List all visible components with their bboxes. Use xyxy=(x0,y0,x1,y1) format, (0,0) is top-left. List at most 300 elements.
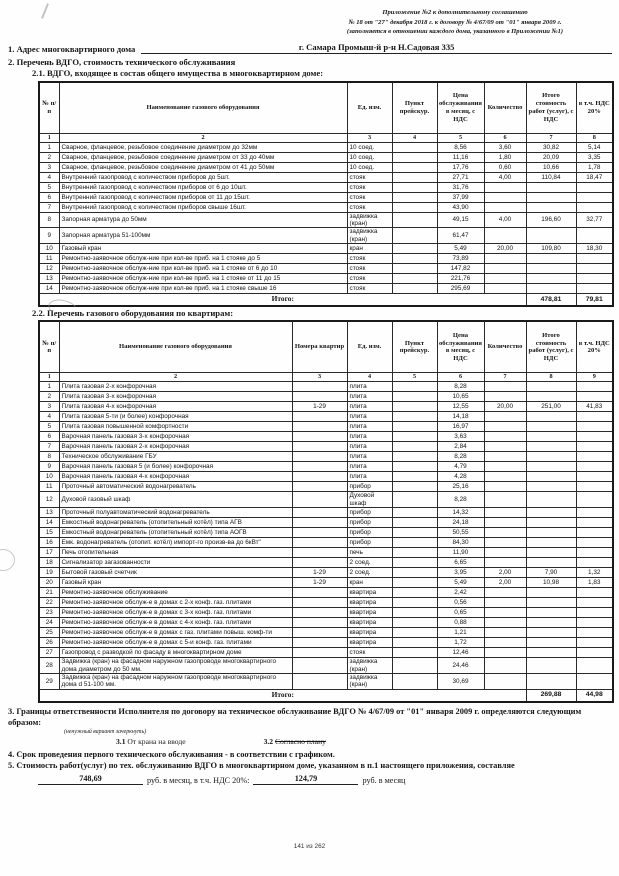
table-row xyxy=(39,452,613,462)
table-row xyxy=(39,402,613,412)
table-row xyxy=(39,618,613,628)
cell-total xyxy=(526,492,576,508)
section3-note: (ненужный вариант зачеркнуть) xyxy=(64,729,147,736)
cell-name: Емкостный водонагреватель (отопительный котёл) типа АОГВ xyxy=(59,528,292,538)
handwritten-circle-mark xyxy=(0,549,15,571)
cell-qty: 3,60 xyxy=(484,142,526,152)
table1-col-qty: Количество xyxy=(484,82,526,134)
cell-qty xyxy=(484,598,526,608)
cell-unit: плита xyxy=(347,452,392,462)
cell-num: 12 xyxy=(39,264,59,274)
cell-pricelist xyxy=(392,472,437,482)
cell-name: Плита газовая 4-х конфорочная xyxy=(59,402,292,412)
cell-total xyxy=(526,608,576,618)
table-row xyxy=(39,432,613,442)
table2-col-vat: в т.ч. НДС 20% xyxy=(576,321,613,373)
cell-total xyxy=(526,558,576,568)
option-3-2-number: 3.2 xyxy=(263,737,274,747)
colnum: 2 xyxy=(59,133,347,142)
cell-unit: прибор xyxy=(347,482,392,492)
cell-name: Ремонтно-заявочное обслуж-ние при кол-ве приб. на 1 стояке свыше 16 xyxy=(59,284,347,294)
appendix-header-line1: Приложение №2 к дополнительному соглашению xyxy=(382,9,528,16)
cell-num: 14 xyxy=(39,518,59,528)
cell-total xyxy=(526,432,576,442)
cell-apartments xyxy=(292,608,347,618)
cell-price: 14,18 xyxy=(437,412,484,422)
cell-vat xyxy=(576,528,613,538)
table-row xyxy=(39,254,613,264)
cell-apartments xyxy=(292,482,347,492)
cell-name: Внутренний газопровод с количеством приборов до 5шт. xyxy=(59,172,347,182)
table-row xyxy=(39,142,613,152)
cell-name: Газовый кран xyxy=(59,244,347,254)
cell-vat xyxy=(576,422,613,432)
cell-price: 37,99 xyxy=(437,192,484,202)
table-row xyxy=(39,508,613,518)
table2-col-num: № п/п xyxy=(39,321,59,373)
table-row xyxy=(39,658,613,674)
table-row xyxy=(39,412,613,422)
cell-name: Ремонтно-заявочное обслуж-ние при кол-ве приб. на 1 стояке от 11 до 15 xyxy=(59,274,347,284)
cell-unit: плита xyxy=(347,392,392,402)
cell-name: Емкостный водонагреватель (отопительный котёл) типа АГВ xyxy=(59,518,292,528)
cell-qty xyxy=(484,538,526,548)
monthly-cost-value: 748,69 xyxy=(38,774,143,785)
cell-pricelist xyxy=(392,648,437,658)
cell-vat xyxy=(576,628,613,638)
cell-name: Ремонтно-заявочное обслуж-е в домах с газ. плитами повыш. комф-ти xyxy=(59,628,292,638)
cell-qty: 0,60 xyxy=(484,162,526,172)
table-row xyxy=(39,538,613,548)
cell-total xyxy=(526,392,576,402)
cell-num: 3 xyxy=(39,402,59,412)
colnum: 7 xyxy=(484,373,526,382)
cell-pricelist xyxy=(392,442,437,452)
table-row xyxy=(39,638,613,648)
table2-col-name: Наименование газового оборудования xyxy=(59,321,292,373)
cell-num: 5 xyxy=(39,422,59,432)
cell-unit: задвижка (кран) xyxy=(347,658,392,674)
cell-vat: 3,35 xyxy=(576,152,613,162)
table-row xyxy=(39,518,613,528)
cell-vat xyxy=(576,518,613,528)
cell-unit: плита xyxy=(347,442,392,452)
cell-price: 27,71 xyxy=(437,172,484,182)
cell-pricelist xyxy=(392,452,437,462)
cell-price: 43,90 xyxy=(437,202,484,212)
cell-num: 11 xyxy=(39,254,59,264)
table2-col-total: Итого стоимость работ (услуг), с НДС xyxy=(526,321,576,373)
cell-pricelist xyxy=(392,598,437,608)
cell-unit: стояк xyxy=(347,648,392,658)
cell-qty xyxy=(484,274,526,284)
colnum: 4 xyxy=(392,133,437,142)
cell-num: 4 xyxy=(39,412,59,422)
cell-price: 4,28 xyxy=(437,472,484,482)
table-row xyxy=(39,284,613,294)
table-row xyxy=(39,482,613,492)
cell-vat: 32,77 xyxy=(576,212,613,228)
cell-price: 16,97 xyxy=(437,422,484,432)
cell-price: 4,79 xyxy=(437,462,484,472)
cell-total: 7,90 xyxy=(526,568,576,578)
cell-num: 24 xyxy=(39,618,59,628)
cell-unit: плита xyxy=(347,422,392,432)
cell-name: Сигнализатор загазованности xyxy=(59,558,292,568)
table-row xyxy=(39,492,613,508)
cell-total: 110,84 xyxy=(526,172,576,182)
cell-pricelist xyxy=(392,412,437,422)
cell-pricelist xyxy=(392,548,437,558)
cell-name: Задвижка (кран) на фасадном наружном газопроводе многоквартирного дома диаметром до 50 мм. xyxy=(59,658,292,674)
cell-qty: 2,00 xyxy=(484,568,526,578)
cell-num: 29 xyxy=(39,673,59,689)
cell-vat xyxy=(576,638,613,648)
cell-unit: задвижка (кран) xyxy=(347,212,392,228)
cell-qty xyxy=(484,228,526,244)
cell-total xyxy=(526,588,576,598)
monthly-vat-value: 124,79 xyxy=(253,774,358,785)
cell-price: 12,46 xyxy=(437,648,484,658)
table-row xyxy=(39,382,613,392)
cell-unit: кран xyxy=(347,244,392,254)
cell-name: Газовый кран xyxy=(59,578,292,588)
cell-pricelist xyxy=(392,264,437,274)
cell-total: 196,60 xyxy=(526,212,576,228)
cell-qty: 4,00 xyxy=(484,172,526,182)
cell-total xyxy=(526,452,576,462)
cell-price: 8,28 xyxy=(437,492,484,508)
cell-apartments xyxy=(292,558,347,568)
table-row xyxy=(39,228,613,244)
cell-name: Емк. водонагреватель (отопит. котёл) импорт-го произв-ва до 6кВт" xyxy=(59,538,292,548)
cell-vat: 1,83 xyxy=(576,578,613,588)
cell-unit: плита xyxy=(347,402,392,412)
cost-mid-text: руб. в месяц, в т.ч. НДС 20%: xyxy=(147,776,250,786)
cell-vat xyxy=(576,382,613,392)
section5-title: 5. Стоимость работ(услуг) по тех. обслуживанию ВДГО в многоквартирном доме, указанном в п.1 настоящего приложения, составляе xyxy=(8,761,515,771)
cell-unit: стояк xyxy=(347,182,392,192)
table-row xyxy=(39,182,613,192)
table1-col-pricelist: Пункт прейскур. xyxy=(392,82,437,134)
table-row xyxy=(39,608,613,618)
cell-total: 20,09 xyxy=(526,152,576,162)
cell-num: 10 xyxy=(39,244,59,254)
cell-price: 2,84 xyxy=(437,442,484,452)
cell-apartments xyxy=(292,598,347,608)
cell-pricelist xyxy=(392,588,437,598)
cell-num: 19 xyxy=(39,568,59,578)
cell-price: 6,65 xyxy=(437,558,484,568)
cell-price: 25,16 xyxy=(437,482,484,492)
cell-pricelist xyxy=(392,673,437,689)
cell-price: 1,72 xyxy=(437,638,484,648)
table-row xyxy=(39,472,613,482)
cell-qty xyxy=(484,648,526,658)
cell-num: 26 xyxy=(39,638,59,648)
cell-num: 22 xyxy=(39,598,59,608)
table-row xyxy=(39,568,613,578)
cell-num: 13 xyxy=(39,508,59,518)
table-row xyxy=(39,588,613,598)
cell-pricelist xyxy=(392,462,437,472)
cell-vat xyxy=(576,538,613,548)
cell-unit: квартира xyxy=(347,608,392,618)
total-label: Итого: xyxy=(39,689,526,702)
cell-num: 17 xyxy=(39,548,59,558)
table-row xyxy=(39,244,613,254)
cell-name: Печь отопительная xyxy=(59,548,292,558)
cell-total xyxy=(526,508,576,518)
cell-pricelist xyxy=(392,528,437,538)
table2-header xyxy=(39,321,613,382)
cell-apartments xyxy=(292,538,347,548)
cell-name: Задвижка (кран) на фасадном наружном газопроводе многоквартирного дома d 51-100 мм. xyxy=(59,673,292,689)
cell-pricelist xyxy=(392,382,437,392)
cell-apartments xyxy=(292,628,347,638)
cell-qty xyxy=(484,492,526,508)
cell-total xyxy=(526,264,576,274)
cell-vat xyxy=(576,274,613,284)
cell-pricelist xyxy=(392,142,437,152)
cell-name: Внутренний газопровод с количеством приборов свыше 16шт. xyxy=(59,202,347,212)
cell-name: Ремонтно-заявочное обслуживание xyxy=(59,588,292,598)
cell-num: 6 xyxy=(39,432,59,442)
table2-body xyxy=(39,382,613,689)
cell-vat xyxy=(576,508,613,518)
table-row xyxy=(39,202,613,212)
cell-qty xyxy=(484,528,526,538)
colnum: 3 xyxy=(347,133,392,142)
cell-vat xyxy=(576,462,613,472)
cell-vat xyxy=(576,412,613,422)
colnum: 1 xyxy=(39,133,59,142)
cell-qty xyxy=(484,518,526,528)
address-label: 1. Адрес многоквартирного дома xyxy=(8,43,136,54)
cell-apartments: 1-29 xyxy=(292,578,347,588)
cell-unit: плита xyxy=(347,412,392,422)
option-3-2 xyxy=(264,737,326,746)
cell-qty xyxy=(484,392,526,402)
cell-name: Ремонтно-заявочное обслуж-е в домах с 2-х конф. газ. плитами xyxy=(59,598,292,608)
cell-total: 251,00 xyxy=(526,402,576,412)
cell-price: 8,56 xyxy=(437,142,484,152)
cell-vat xyxy=(576,598,613,608)
cell-apartments xyxy=(292,673,347,689)
cell-pricelist xyxy=(392,192,437,202)
cell-apartments: 1-29 xyxy=(292,402,347,412)
cell-vat xyxy=(576,482,613,492)
cell-price: 5,49 xyxy=(437,244,484,254)
cell-pricelist xyxy=(392,244,437,254)
table-row xyxy=(39,528,613,538)
table2-col-apartments: Номера квартир xyxy=(292,321,347,373)
colnum: 8 xyxy=(526,373,576,382)
cell-unit: 10 соед. xyxy=(347,162,392,172)
cell-price: 24,18 xyxy=(437,518,484,528)
option-3-2-label-strikethrough: Согласно плану xyxy=(274,737,326,747)
cell-num: 10 xyxy=(39,472,59,482)
cell-price: 73,89 xyxy=(437,254,484,264)
cost-amount-row xyxy=(38,774,612,785)
cell-num: 25 xyxy=(39,628,59,638)
cell-total xyxy=(526,618,576,628)
table-row xyxy=(39,462,613,472)
cell-name: Ремонтно-заявочное обслуж-е в домах с 3-х конф. газ. плитами xyxy=(59,608,292,618)
cell-qty xyxy=(484,192,526,202)
cell-pricelist xyxy=(392,618,437,628)
cell-total xyxy=(526,548,576,558)
cell-unit: прибор xyxy=(347,518,392,528)
cell-unit: стояк xyxy=(347,254,392,264)
cell-vat xyxy=(576,264,613,274)
cell-qty xyxy=(484,548,526,558)
cell-qty: 2,00 xyxy=(484,578,526,588)
cell-vat xyxy=(576,452,613,462)
table-row xyxy=(39,422,613,432)
cell-apartments xyxy=(292,648,347,658)
cell-unit: 10 соед. xyxy=(347,142,392,152)
cell-total xyxy=(526,284,576,294)
table-row xyxy=(39,558,613,568)
vdgo-common-property-table xyxy=(38,81,614,307)
cell-num: 6 xyxy=(39,192,59,202)
cell-qty xyxy=(484,442,526,452)
cell-total xyxy=(526,482,576,492)
cell-pricelist xyxy=(392,172,437,182)
cell-unit: стояк xyxy=(347,192,392,202)
colnum: 2 xyxy=(59,373,292,382)
cell-num: 2 xyxy=(39,152,59,162)
cell-pricelist xyxy=(392,538,437,548)
cell-name: Ремонтно-заявочное обслуж-ние при кол-ве приб. на 1 стояке от 6 до 10 xyxy=(59,264,347,274)
cell-num: 16 xyxy=(39,538,59,548)
cell-qty xyxy=(484,202,526,212)
cell-price: 24,46 xyxy=(437,658,484,674)
cell-price: 3,95 xyxy=(437,568,484,578)
section4-title: 4. Срок проведения первого технического обслуживания - в соответствии с графиком. xyxy=(8,750,335,760)
cell-name: Варочная панель газовая 5 (и более) конфорочная xyxy=(59,462,292,472)
cell-unit: стояк xyxy=(347,274,392,284)
cell-pricelist xyxy=(392,284,437,294)
cell-qty xyxy=(484,422,526,432)
table-row xyxy=(39,264,613,274)
cell-pricelist xyxy=(392,568,437,578)
cell-total xyxy=(526,422,576,432)
table-row xyxy=(39,192,613,202)
total-vat: 44,98 xyxy=(576,689,613,702)
cell-total: 109,80 xyxy=(526,244,576,254)
cell-vat xyxy=(576,588,613,598)
cell-unit: квартира xyxy=(347,618,392,628)
cell-name: Варочная панель газовая 2-х конфорочная xyxy=(59,442,292,452)
cell-apartments xyxy=(292,442,347,452)
cell-unit: плита xyxy=(347,382,392,392)
cell-name: Техническое обслуживание ГБУ xyxy=(59,452,292,462)
table1-col-price: Цена обслуживания в месяц, с НДС xyxy=(437,82,484,134)
cell-unit: задвижка (кран) xyxy=(347,228,392,244)
table2-col-pricelist: Пункт прейскур. xyxy=(392,321,437,373)
cell-total xyxy=(526,462,576,472)
cell-price: 11,16 xyxy=(437,152,484,162)
cell-price: 0,88 xyxy=(437,618,484,628)
table-row xyxy=(39,578,613,588)
appendix-header-line3: (заполняется в отношении каждого дома, указанного в Приложении №1) xyxy=(346,28,564,36)
table-row xyxy=(39,172,613,182)
cell-qty xyxy=(484,472,526,482)
table-row xyxy=(39,442,613,452)
cell-price: 2,42 xyxy=(437,588,484,598)
cell-num: 13 xyxy=(39,274,59,284)
cell-pricelist xyxy=(392,228,437,244)
cell-pricelist xyxy=(392,254,437,264)
cell-unit: стояк xyxy=(347,284,392,294)
cell-pricelist xyxy=(392,432,437,442)
cell-pricelist xyxy=(392,608,437,618)
table-row xyxy=(39,392,613,402)
cell-name: Варочная панель газовая 3-х конфорочная xyxy=(59,432,292,442)
appendix-header-line2: № 18 от "27" декабря 2018 г. к договору № 4/67/09 от "01" января 2009 г. xyxy=(348,18,562,26)
section2-1-title: 2.1. ВДГО, входящее в состав общего имущества в многоквартирном доме: xyxy=(32,68,324,79)
cell-total xyxy=(526,638,576,648)
address-value: г. Самара Промыш-й р-н Н.Садовая 335 xyxy=(141,42,612,54)
cell-name: Варочная панель газовая 4-х конфорочная xyxy=(59,472,292,482)
table-row xyxy=(39,598,613,608)
cell-vat xyxy=(576,442,613,452)
cell-price: 17,76 xyxy=(437,162,484,172)
cell-unit: плита xyxy=(347,432,392,442)
cell-apartments xyxy=(292,492,347,508)
cell-name: Сварное, фланцевое, резьбовое соединение диаметром от 41 до 50мм xyxy=(59,162,347,172)
cell-apartments xyxy=(292,638,347,648)
cell-num: 3 xyxy=(39,162,59,172)
cell-price: 11,90 xyxy=(437,548,484,558)
cell-apartments xyxy=(292,432,347,442)
cell-qty xyxy=(484,482,526,492)
cell-vat xyxy=(576,492,613,508)
cell-apartments xyxy=(292,462,347,472)
cell-qty xyxy=(484,628,526,638)
cell-price: 147,82 xyxy=(437,264,484,274)
cell-name: Внутренний газопровод с количеством приборов от 11 до 15шт. xyxy=(59,192,347,202)
cell-unit: задвижка (кран) xyxy=(347,673,392,689)
cell-name: Духовой газовый шкаф xyxy=(59,492,292,508)
cell-price: 31,76 xyxy=(437,182,484,192)
cell-price: 3,63 xyxy=(437,432,484,442)
table1-col-num: № п/п xyxy=(39,82,59,134)
option-3-1-number: 3.1 xyxy=(116,737,126,747)
cell-vat xyxy=(576,548,613,558)
cell-vat xyxy=(576,228,613,244)
colnum: 6 xyxy=(484,133,526,142)
cell-pricelist xyxy=(392,658,437,674)
cell-unit: кран xyxy=(347,578,392,588)
cell-name: Запорная арматура 51-100мм xyxy=(59,228,347,244)
cell-total xyxy=(526,628,576,638)
table-row xyxy=(39,648,613,658)
page-number: 141 из 262 xyxy=(293,843,326,850)
cell-name: Сварное, фланцевое, резьбовое соединение диаметром до 32мм xyxy=(59,142,347,152)
cell-vat xyxy=(576,392,613,402)
cell-name: Ремонтно-заявочное обслуж-е в домах с 5-и конф. газ. плитами xyxy=(59,638,292,648)
colnum: 6 xyxy=(437,373,484,382)
cell-qty xyxy=(484,462,526,472)
cell-name: Проточный полуавтоматический водонагреватель xyxy=(59,508,292,518)
table2-col-price: Цена обслуживания в месяц, с НДС xyxy=(437,321,484,373)
cell-pricelist xyxy=(392,152,437,162)
cell-unit: стояк xyxy=(347,172,392,182)
colnum: 5 xyxy=(392,373,437,382)
